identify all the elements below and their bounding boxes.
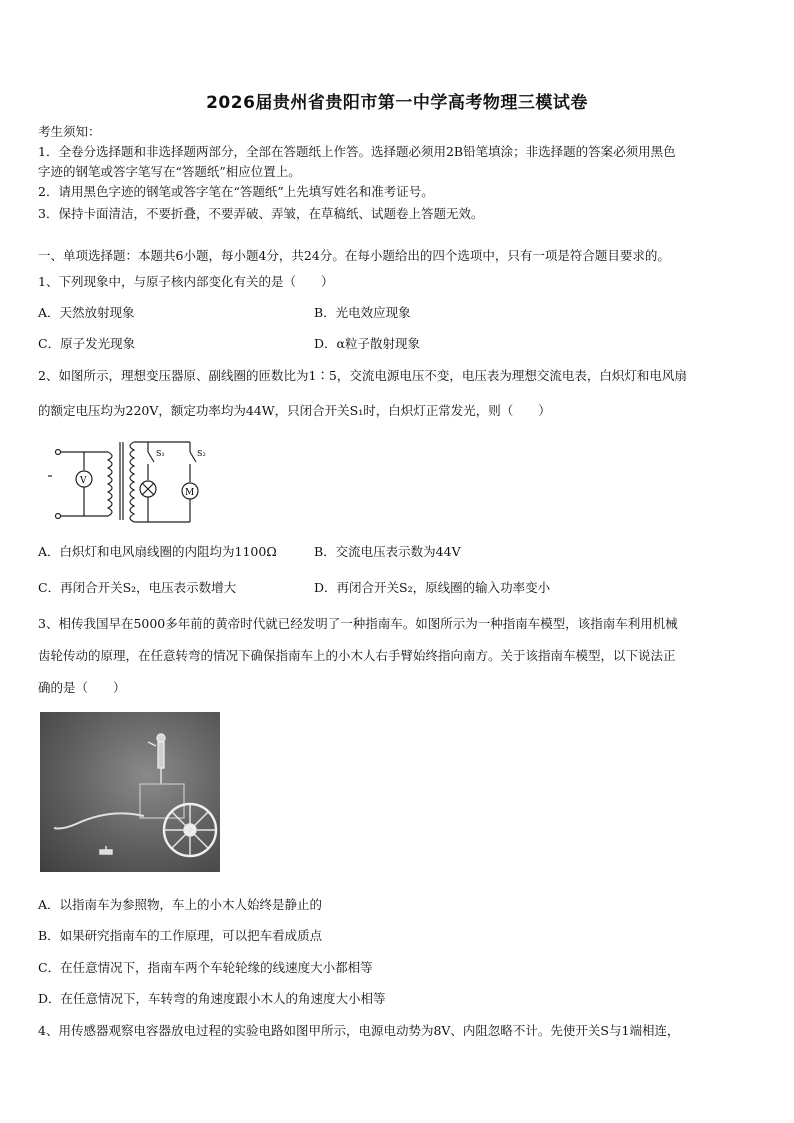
switch-s2-label: S₂	[197, 449, 206, 458]
q2-option-d: D．再闭合开关S₂，原线圈的输入功率变小	[314, 580, 551, 595]
section-heading: 一、单项选择题：本题共6小题，每小题4分，共24分。在每小题给出的四个选项中，只有一项是符合题目要求的。	[38, 248, 670, 263]
q2-option-a: A．白炽灯和电风扇线圈的内阻均为1100Ω	[38, 544, 277, 559]
question-4-stem-line1: 4、用传感器观察电容器放电过程的实验电路如图甲所示，电源电动势为8V、内阻忽略不计。先使开关S与1端相连，	[38, 1023, 680, 1038]
south-pointing-chariot-photo	[40, 712, 220, 872]
question-3-stem-line2: 齿轮传动的原理，在任意转弯的情况下确保指南车上的小木人右手臂始终指向南方。关于该指南车模型，以下说法正	[38, 648, 676, 663]
chariot-illustration	[40, 712, 220, 872]
notice-heading: 考生须知：	[38, 124, 101, 139]
notice-item: 2．请用黑色字迹的钢笔或答字笔在“答题纸”上先填写姓名和准考证号。	[38, 184, 434, 199]
question-2-stem-line1: 2、如图所示，理想变压器原、副线圈的匝数比为1∶5，交流电源电压不变，电压表为理想交流电表，白炽灯和电风扇	[38, 368, 687, 383]
notice-item: 1．全卷分选择题和非选择题两部分，全部在答题纸上作答。选择题必须用2B铅笔填涂；非选择题的答案必须用黑色	[38, 144, 676, 159]
notice-item: 字迹的钢笔或答字笔写在“答题纸”相应位置上。	[38, 164, 301, 179]
page-title: 2026届贵州省贵阳市第一中学高考物理三模试卷	[206, 93, 588, 113]
switch-s1-label: S₁	[156, 449, 165, 458]
notice-item: 3．保持卡面清洁，不要折叠，不要弄破、弄皱，在草稿纸、试题卷上答题无效。	[38, 206, 484, 221]
motor-label: M	[185, 488, 195, 498]
q2-option-c: C．再闭合开关S₂，电压表示数增大	[38, 580, 237, 595]
q2-option-b: B．交流电压表示数为44V	[314, 544, 461, 559]
q3-option-d: D．在任意情况下，车转弯的角速度跟小木人的角速度大小相等	[38, 991, 386, 1006]
q1-option-a: A．天然放射现象	[38, 305, 135, 320]
voltmeter-label: V	[80, 476, 87, 486]
q3-option-b: B．如果研究指南车的工作原理，可以把车看成质点	[38, 928, 323, 943]
q1-option-c: C．原子发光现象	[38, 336, 136, 351]
q1-option-b: B．光电效应现象	[314, 305, 411, 320]
question-1-stem: 1、下列现象中，与原子核内部变化有关的是（ ）	[38, 274, 334, 289]
question-2-stem-line2: 的额定电压均为220V，额定功率均为44W，只闭合开关S₁时，白炽灯正常发光，则（ ）	[38, 403, 551, 418]
transformer-circuit-diagram	[38, 428, 210, 524]
question-3-stem-line1: 3、相传我国早在5000多年前的黄帝时代就已经发明了一种指南车。如图所示为一种指南车模型，该指南车利用机械	[38, 616, 678, 631]
question-3-stem-line3: 确的是（ ）	[38, 680, 126, 695]
q1-option-d: D．α粒子散射现象	[314, 336, 420, 351]
q3-option-a: A．以指南车为参照物，车上的小木人始终是静止的	[38, 897, 323, 912]
q3-option-c: C．在任意情况下，指南车两个车轮轮缘的线速度大小都相等	[38, 960, 373, 975]
